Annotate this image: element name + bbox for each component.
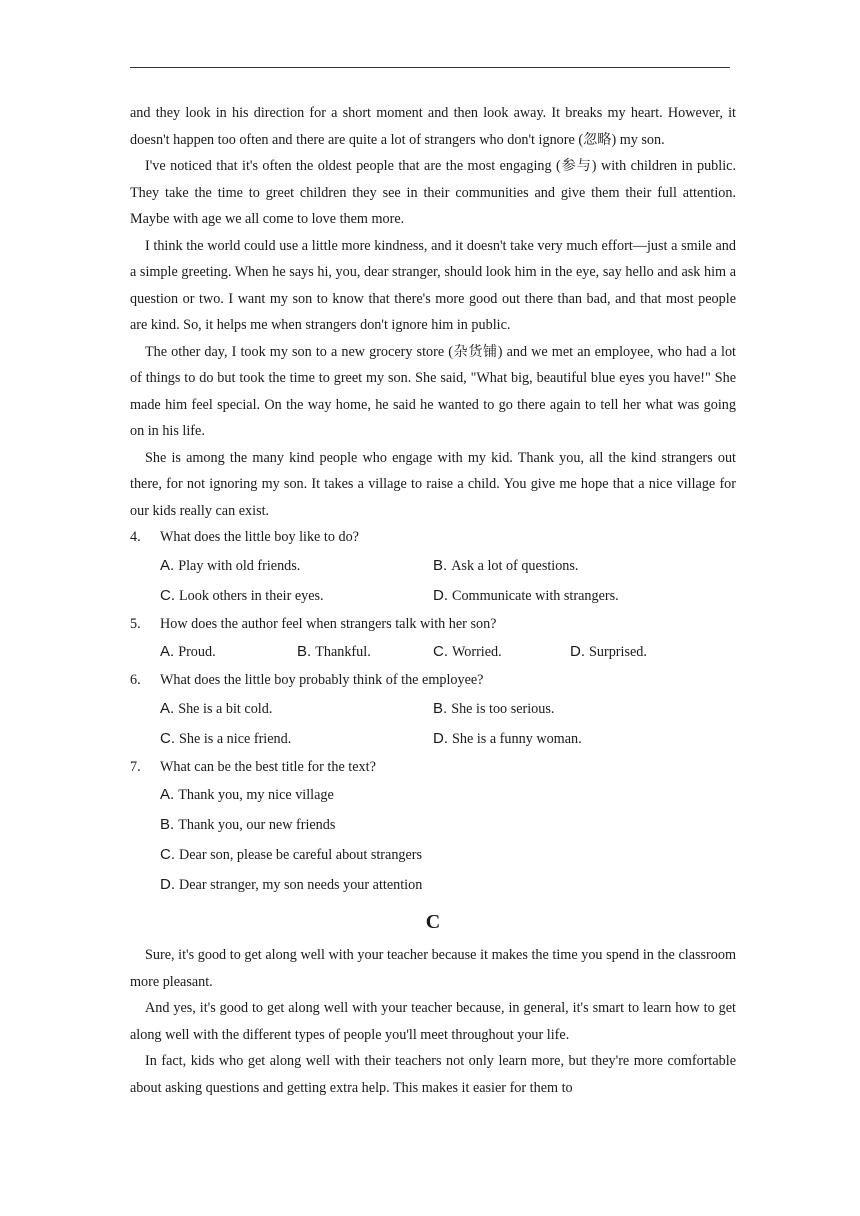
- option-letter: B.: [433, 556, 448, 574]
- option-list: [160, 780, 736, 900]
- paragraph: And yes, it's good to get along well with your teacher because, in general, it's smart to learn how to get along well with the different types of people you'll meet throughout your life.: [130, 1000, 736, 1043]
- option-letter: C.: [160, 729, 175, 747]
- answer-option[interactable]: [433, 694, 706, 724]
- question-number: 4.: [130, 529, 141, 545]
- option-letter: A.: [160, 643, 175, 660]
- option-text: Thank you, our new friends: [178, 817, 336, 833]
- option-letter: C.: [160, 846, 175, 863]
- option-text: Thank you, my nice village: [178, 787, 334, 803]
- option-letter: A.: [160, 786, 175, 803]
- passage-b: [130, 100, 736, 524]
- question-block: [130, 611, 736, 668]
- header-rule: [130, 67, 730, 68]
- option-letter: A.: [160, 699, 175, 717]
- section-heading: C: [425, 911, 441, 933]
- question-number: 5.: [130, 615, 141, 632]
- paragraph: She is among the many kind people who engage with my kid. Thank you, all the kind strangers out there, for not ignoring my son. It takes a village to raise a child. You give me hope that a nice village for our kids really can exist.: [130, 449, 736, 519]
- paragraph: In fact, kids who get along well with their teachers not only learn more, but they're more comfortable about asking questions and getting extra help. This makes it easier for them to: [130, 1053, 736, 1096]
- answer-option[interactable]: [297, 637, 433, 667]
- option-text: Ask a lot of questions.: [451, 557, 579, 574]
- option-text: Play with old friends.: [178, 557, 301, 574]
- option-text: Dear son, please be careful about strangers: [179, 847, 423, 863]
- option-text: Proud.: [178, 644, 216, 660]
- answer-option[interactable]: [160, 637, 297, 667]
- answer-option[interactable]: [433, 637, 570, 667]
- option-letter: C.: [433, 643, 448, 660]
- question-number: 6.: [130, 672, 141, 688]
- answer-option[interactable]: [160, 551, 433, 581]
- paragraph: Sure, it's good to get along well with your teacher because it makes the time you spend in the classroom more pleasant.: [130, 947, 736, 990]
- question-number: 7.: [130, 758, 141, 775]
- option-letter: B.: [297, 643, 312, 660]
- option-list: [160, 637, 736, 667]
- answer-option[interactable]: [433, 551, 706, 581]
- answer-option[interactable]: [160, 840, 736, 870]
- question-text: What does the little boy like to do?: [160, 529, 359, 545]
- option-letter: C.: [160, 586, 175, 604]
- question-text: What does the little boy probably think of the employee?: [160, 672, 484, 688]
- question-list: [130, 524, 736, 900]
- option-text: Communicate with strangers.: [452, 587, 619, 604]
- option-letter: A.: [160, 556, 175, 574]
- answer-option[interactable]: [160, 870, 736, 900]
- page-content: [130, 100, 736, 1101]
- answer-option[interactable]: [160, 724, 433, 754]
- answer-option[interactable]: [160, 694, 433, 724]
- answer-option[interactable]: [160, 780, 736, 810]
- option-text: She is a nice friend.: [179, 730, 292, 747]
- option-letter: D.: [160, 876, 175, 893]
- question-text: How does the author feel when strangers talk with her son?: [160, 615, 497, 632]
- question-stem: [130, 611, 736, 638]
- option-list: [160, 694, 736, 754]
- question-stem: [130, 524, 736, 551]
- question-block: [130, 754, 736, 901]
- option-text: Worried.: [452, 644, 502, 660]
- option-text: She is too serious.: [451, 700, 555, 717]
- option-letter: D.: [433, 729, 448, 747]
- option-text: She is a bit cold.: [178, 700, 273, 717]
- option-letter: D.: [433, 586, 448, 604]
- question-stem: [130, 754, 736, 781]
- option-letter: B.: [433, 699, 448, 717]
- option-letter: D.: [570, 643, 585, 660]
- option-text: Look others in their eyes.: [179, 587, 324, 604]
- option-text: She is a funny woman.: [452, 730, 582, 747]
- paragraph: and they look in his direction for a short moment and then look away. It breaks my heart. However, it doesn't happen too often and there are quite a lot of strangers who don't ignore (忽略) my son.: [130, 105, 736, 148]
- option-list: [160, 551, 736, 611]
- option-letter: B.: [160, 816, 175, 833]
- option-text: Dear stranger, my son needs your attention: [179, 877, 423, 893]
- answer-option[interactable]: [570, 637, 706, 667]
- paragraph: I've noticed that it's often the oldest people that are the most engaging (参与) with children in public. They take the time to greet children they see in their communities and give them their full attention. Maybe with age we all come to love them more.: [130, 158, 736, 227]
- answer-option[interactable]: [433, 581, 706, 611]
- passage-c: [130, 942, 736, 1101]
- question-stem: [130, 667, 736, 694]
- answer-option[interactable]: [433, 724, 706, 754]
- question-block: [130, 667, 736, 754]
- paragraph: The other day, I took my son to a new grocery store (杂货铺) and we met an employee, who had a lot of things to do but took the time to greet my son. She said, "What big, beautiful blue eyes you have!" She made him feel special. On the way home, he said he wanted to go there again to tell her what was going on in his life.: [130, 343, 736, 439]
- answer-option[interactable]: [160, 581, 433, 611]
- question-block: [130, 524, 736, 611]
- question-text: What can be the best title for the text?: [160, 758, 376, 775]
- paragraph: I think the world could use a little more kindness, and it doesn't take very much effort—just a smile and a simple greeting. When he says hi, you, dear stranger, should look him in the eye, say hello and ask him a question or two. I want my son to know that there's more good out there than bad, and that most people are kind. So, it helps me when strangers don't ignore him in public.: [130, 237, 736, 333]
- option-text: Thankful.: [315, 644, 371, 660]
- option-text: Surprised.: [589, 644, 647, 660]
- answer-option[interactable]: [160, 810, 736, 840]
